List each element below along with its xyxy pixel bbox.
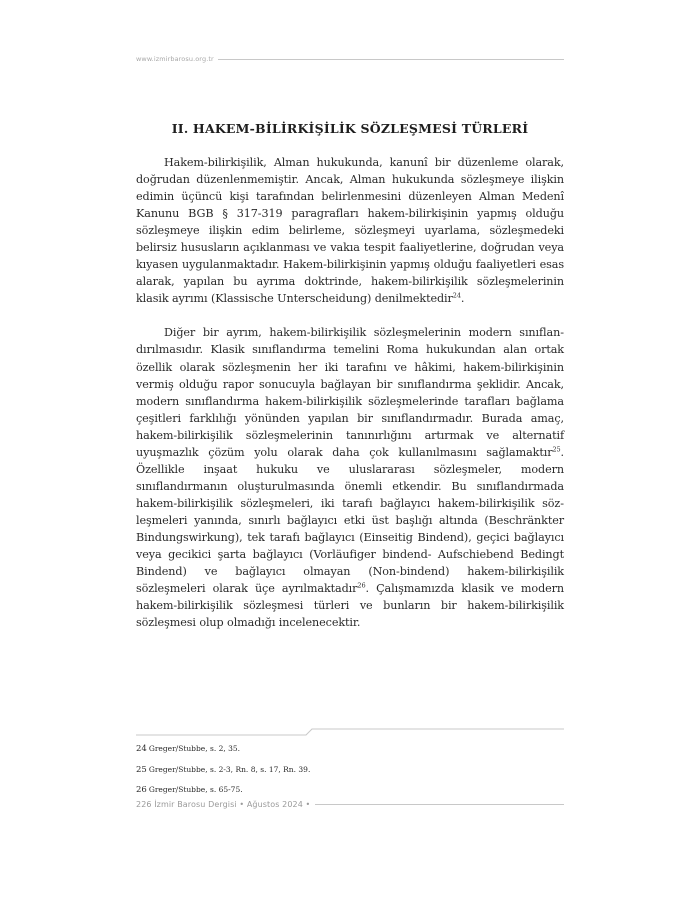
footnote	[136, 785, 564, 795]
paragraph-1-text: Hakem-bilirkişilik, Alman hukukunda, kanunî bir düzenleme olarak, doğrudan düzenlenmemiştir. Ancak, Alman hukukunda sözleşmeye ilişkin edimin üçüncü kişi tarafından belirlenmesini düzenleyen Alman Medenî Kanunu BGB § 317-319 paragrafları hakem-bilirkişinin yapmış olduğu sözleşmeye ilişkin edim belirleme, sözleşmeyi uyarlama, sözleşmedeki belirsiz hususların açıklanması ve vakıa tespit faaliyetlerine, doğrudan veya kıyasen uygulanmaktadır. Hakem-bilirkişinin yapmış olduğu faaliyetleri esas alarak, yapılan bu ayrıma doktrinde, hakem-bilirkişilik sözleşmelerinin klasik ayrımı (Klassische Unterscheidung) denilmektedir	[136, 156, 564, 306]
footnote	[136, 744, 564, 754]
paragraph-2-part-2: . Özellikle inşaat hukuku ve uluslararası sözleşmeler, modern sınıflandırmanın oluşturulmasında önemli etkendir. Bu sınıflandırmada hakem-bilirkişilik sözleşmeleri, iki tarafı bağlayıcı hakem-bilirkişilik sözleşmeleri yanında, sınırlı bağlayıcı etki üst başlığı altında (Beschränkter Bindungswirkung), tek tarafı bağlayıcı (Einseitig Bindend), geçici bağlayıcı veya gecikici şarta bağlayıcı (Vorläufiger bindend- Aufschiebend Bedingt Bindend) ve bağlayıcı olmayan (Non-bindend) hakem-bilirkişilik sözleşmeleri olarak üçe ayrılmaktadır	[136, 445, 564, 596]
footer-rule	[315, 804, 564, 805]
footnote	[136, 765, 564, 775]
paragraph-1	[136, 154, 564, 307]
footnotes	[136, 744, 564, 806]
footer-text: 226 İzmir Barosu Dergisi • Ağustos 2024 •	[136, 800, 311, 809]
paragraph-2-part-3: . Çalışmamızda klasik ve modern hakem-bilirkişilik sözleşmesi türleri ve bunların bir hakem-bilirkişilik sözleşmesi olup olmadığı incelenecektir.	[136, 582, 565, 630]
footnote-text: Greger/Stubbe, s. 2-3, Rn. 8, s. 17, Rn. 39.	[148, 764, 311, 774]
page-header	[136, 55, 564, 63]
footnote-ref-26: 26	[357, 581, 366, 590]
footnote-number: 25	[136, 764, 147, 775]
header-url: www.izmirbarosu.org.tr	[136, 55, 214, 63]
footnote-number: 26	[136, 785, 147, 795]
footnote-ref-25: 25	[552, 445, 561, 454]
paragraph-2	[136, 324, 564, 631]
header-rule	[218, 59, 564, 60]
footnote-text: Greger/Stubbe, s. 2, 35.	[148, 744, 241, 753]
body-text	[136, 154, 564, 631]
paragraph-2-part-1: Diğer bir ayrım, hakem-bilirkişilik sözleşmelerinin modern sınıflandırılmasıdır. Klasik sınıflandırma temelini Roma hukukundan alan ortak özellik olarak sözleşmenin her iki tarafını ve hâkimi, hakem-bilirkişinin vermiş olduğu rapor sonucuyla bağlayan bir sınıflandırma şeklidir. Ancak, modern sınıflandırma hakem-bilirkişilik sözleşmelerinde tarafları bağlama çeşitleri farklılığı yönünden yapılan bir sınıflandırmadır. Burada amaç, hakem-bilirkişilik sözleşmelerinin tanınırlığını artırmak ve alternatif uyuşmazlık çözüm yolu olarak daha çok kullanılmasını sağlamaktır	[136, 326, 564, 459]
footnote-separator	[136, 728, 564, 736]
paragraph-1-tail: .	[460, 292, 465, 306]
section-title: II. HAKEM-BİLİRKİŞİLİK SÖZLEŞMESİ TÜRLERİ	[171, 121, 529, 136]
footnote-text: Greger/Stubbe, s. 65-75.	[148, 785, 243, 794]
page-footer	[136, 800, 564, 809]
footnote-ref-24: 24	[452, 291, 461, 300]
footnote-number: 24	[136, 744, 147, 754]
